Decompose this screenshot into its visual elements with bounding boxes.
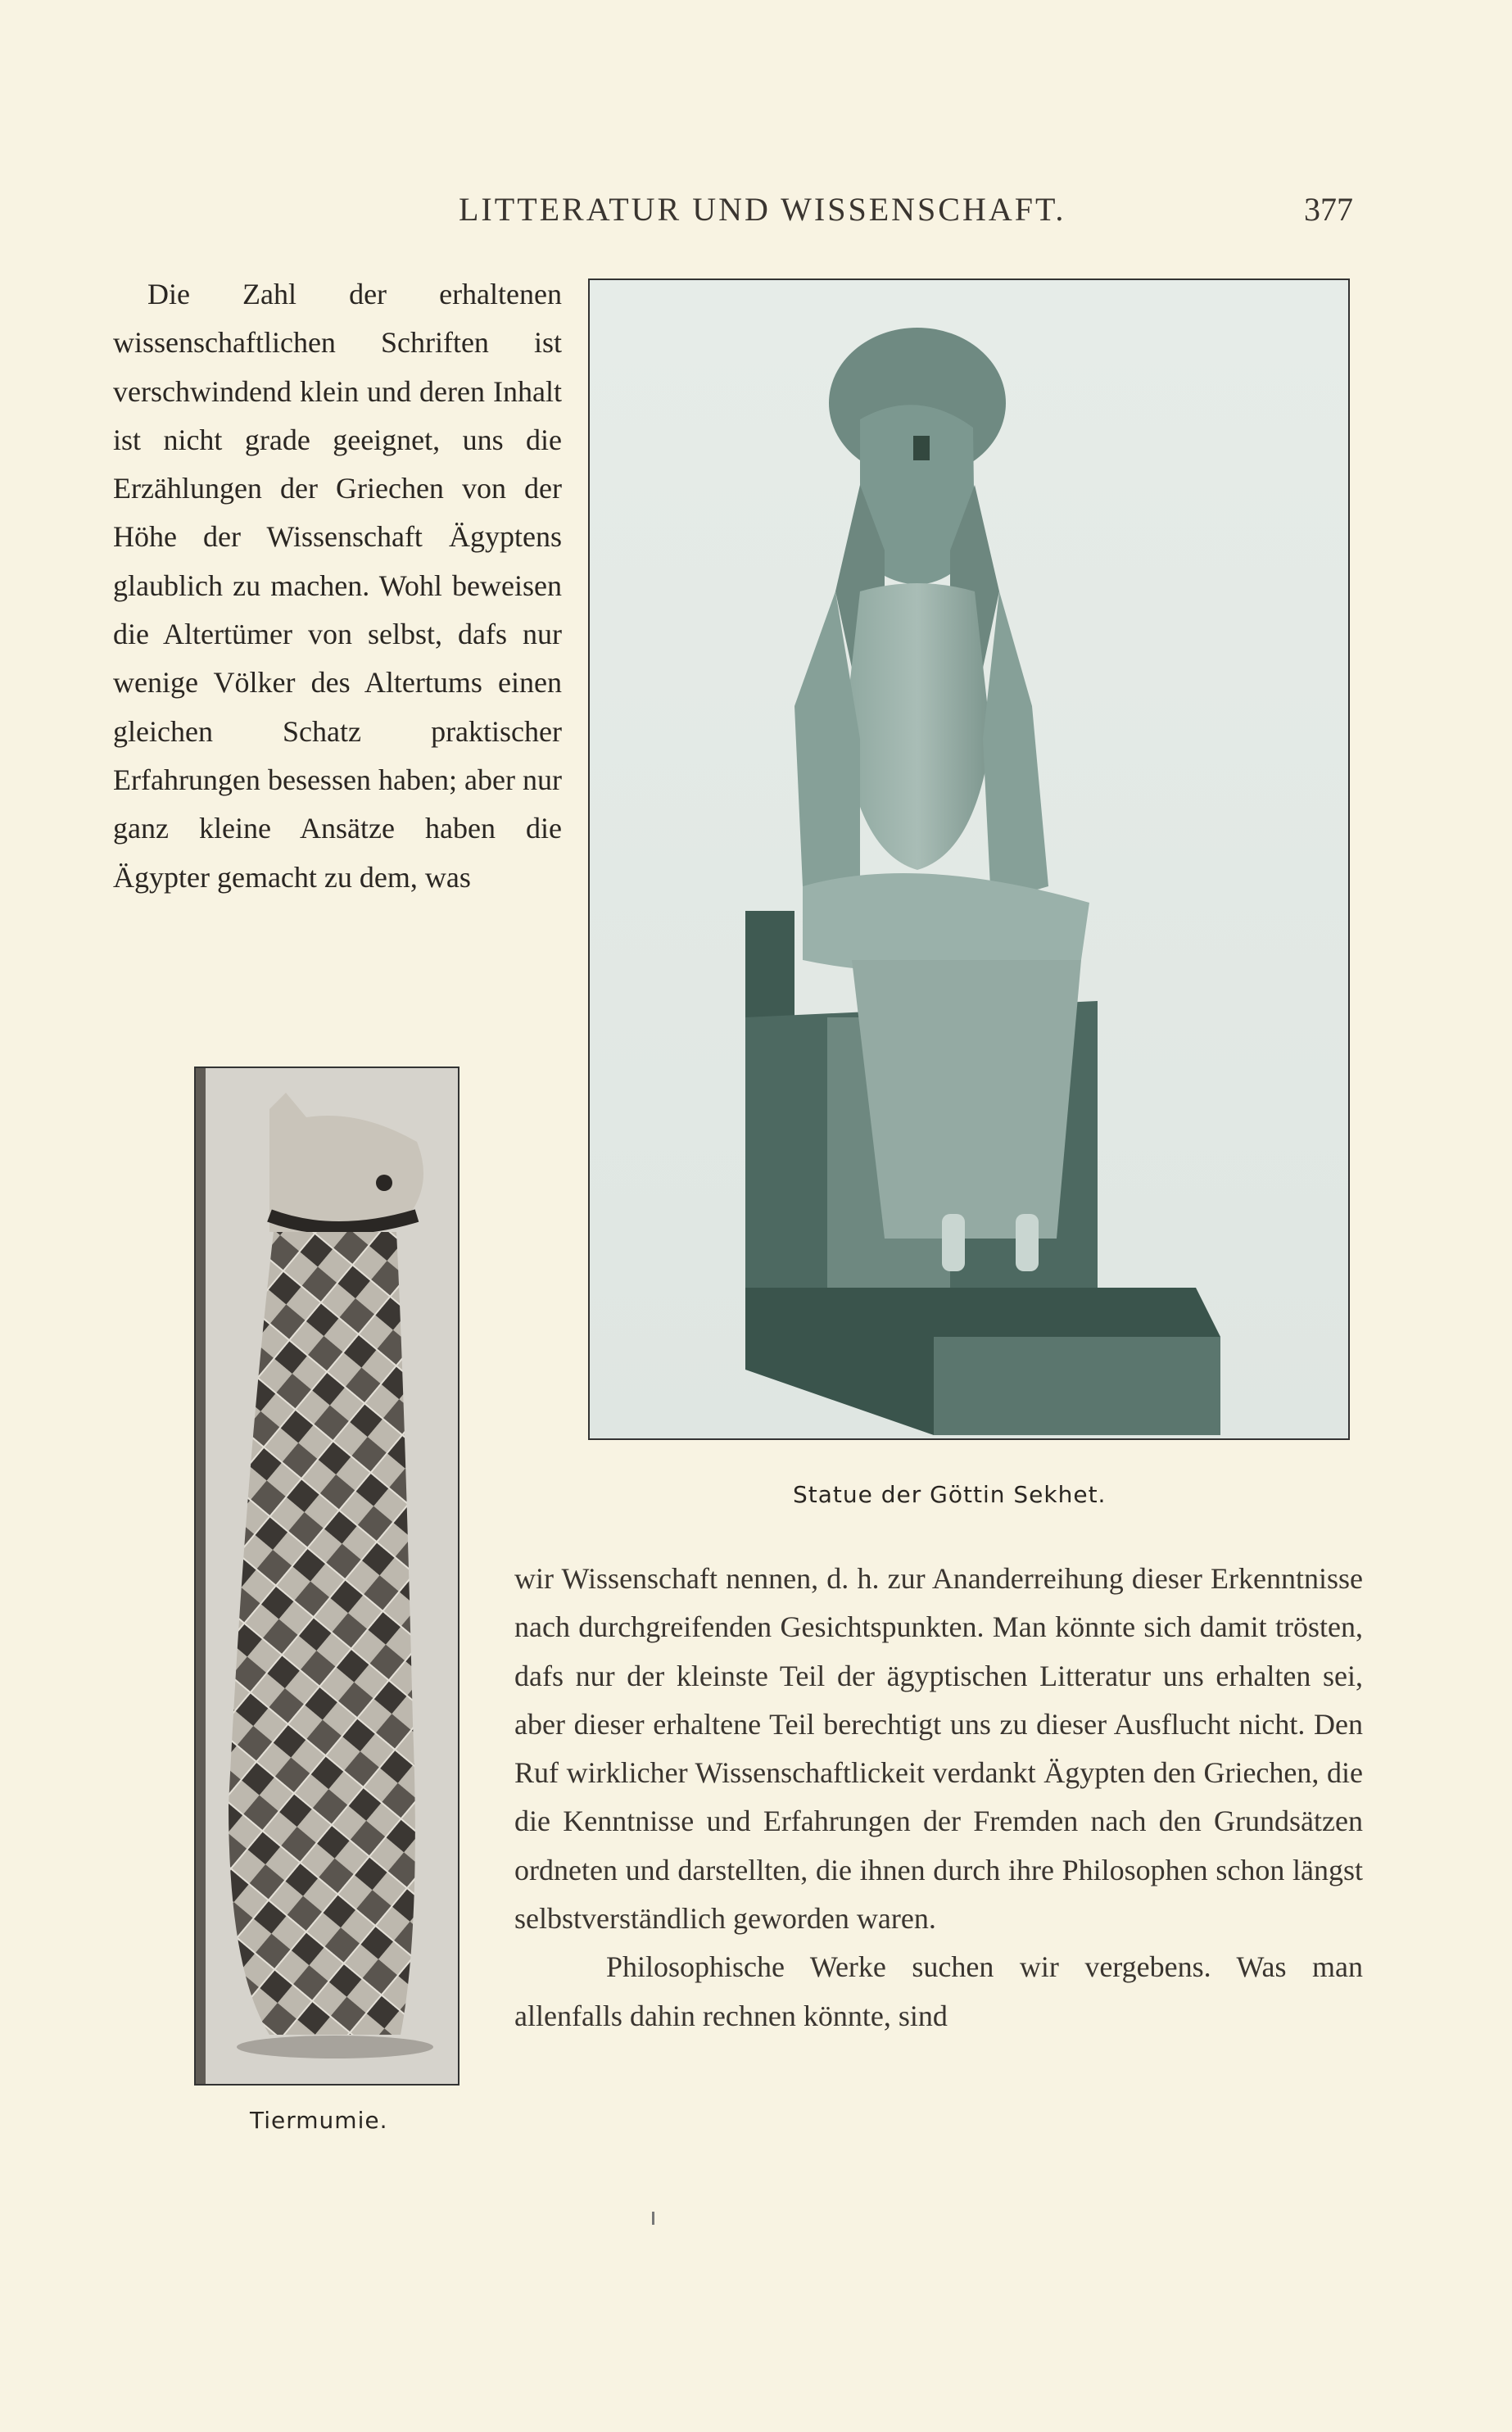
page-number: 377 <box>1304 191 1353 228</box>
statue-figure <box>588 279 1350 1440</box>
statue-image <box>590 280 1348 1438</box>
left-text-column <box>113 270 562 902</box>
mummy-caption: Tiermumie. <box>250 2107 388 2134</box>
running-head: LITTERATUR UND WISSENSCHAFT. <box>459 191 1066 228</box>
print-mark <box>652 2212 654 2225</box>
right-paragraph-2: Philosophische Werke suchen wir vergebens. Was man allenfalls dahin rechnen könnte, sind <box>514 1950 1363 2032</box>
right-paragraph-1: wir Wissenschaft nennen, d. h. zur Ananderreihung dieser Erkenntnisse nach durchgreifenden Gesichtspunkten. Man könnte sich damit trösten, dafs nur der kleinste Teil der ägyptischen Litteratur uns erhalten sei, aber dieser erhaltene Teil berechtigt uns zu dieser Ausflucht nicht. Den Ruf wirklicher Wissenschaftlickeit verdankt Ägypten den Griechen, die die Kenntnisse und Erfahrungen der Fremden nach den Grundsätzen ordneten und darstellten, die ihnen durch ihre Philosophen schon längst selbstverständlich geworden waren. <box>514 1562 1363 1936</box>
left-paragraph: Die Zahl der erhaltenen wissenschaftlichen Schriften ist verschwindend klein und deren Inhalt ist nicht grade geeignet, uns die Erzählungen der Griechen von der Höhe der Wissenschaft Ägyptens glaublich zu machen. Wohl beweisen die Altertümer von selbst, dafs nur wenige Völker des Altertums einen gleichen Schatz praktischer Erfahrungen besessen haben; aber nur ganz kleine Ansätze haben die Ägypter gemacht zu dem, was <box>113 278 562 894</box>
right-text-column <box>514 1555 1363 2040</box>
page-header <box>0 190 1512 239</box>
statue-caption: Statue der Göttin Sekhet. <box>793 1481 1107 1508</box>
mummy-image <box>196 1068 458 2084</box>
mummy-figure <box>194 1067 459 2086</box>
